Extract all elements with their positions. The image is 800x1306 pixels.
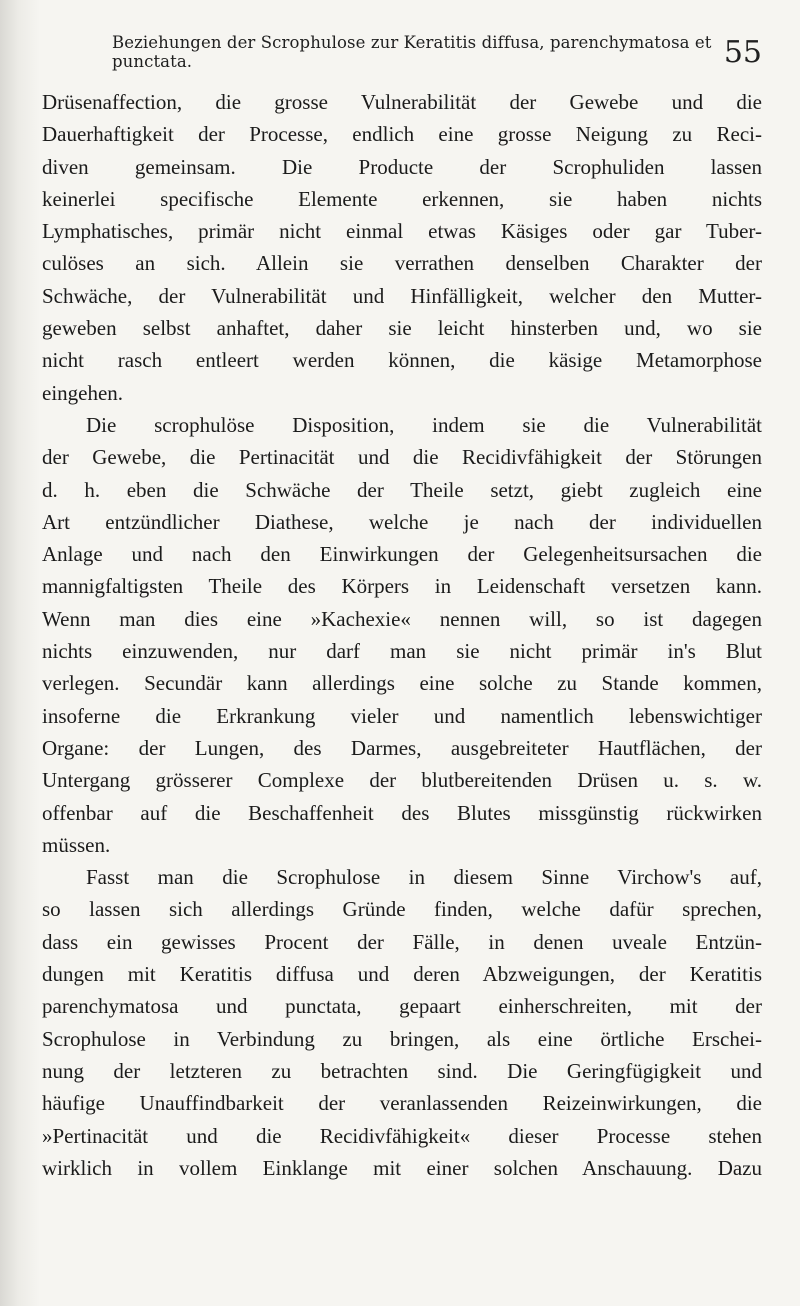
running-title: Beziehungen der Scrophulose zur Keratitis diffusa, parenchymatosa et punctata. (112, 33, 712, 71)
text-line: mannigfaltigsten Theile des Körpers in Leidenschaft versetzen kann. (42, 574, 762, 599)
text-line: Drüsenaffection, die grosse Vulnerabilität der Gewebe und die (42, 90, 762, 114)
text-line: Schwäche, der Vulnerabilität und Hinfälligkeit, welcher den Mutter- (42, 283, 762, 308)
page-gutter-shadow (0, 0, 40, 1306)
page-number: 55 (723, 34, 762, 70)
text-line: nung der letzteren zu betrachten sind. Die Geringfügigkeit und (42, 1058, 762, 1083)
text-line: eingehen. (42, 380, 124, 405)
text-line: dungen mit Keratitis diffusa und deren Abzweigungen, der Keratitis (42, 962, 762, 987)
text-line: diven gemeinsam. Die Producte der Scrophuliden lassen (42, 154, 762, 179)
text-line: Untergang grösserer Complexe der blutbereitenden Drüsen u. s. w. (42, 768, 762, 793)
text-line: wirklich in vollem Einklange mit einer solchen Anschauung. Dazu (42, 1155, 762, 1180)
text-line: Wenn man dies eine »Kachexie« nennen will, so ist dagegen (42, 606, 762, 631)
text-line: nicht rasch entleert werden können, die käsige Metamorphose (42, 348, 762, 373)
text-line: »Pertinacität und die Recidivfähigkeit« dieser Processe stehen (42, 1123, 762, 1148)
paragraph-3 (42, 861, 762, 1184)
text-line: d. h. eben die Schwäche der Theile setzt, giebt zugleich eine (42, 477, 762, 502)
text-line: nichts einzuwenden, nur darf man sie nicht primär in's Blut (42, 639, 762, 664)
text-line: müssen. (42, 832, 111, 857)
text-line: insoferne die Erkrankung vieler und namentlich lebenswichtiger (42, 703, 762, 728)
text-line: Scrophulose in Verbindung zu bringen, als eine örtliche Erschei- (42, 1026, 762, 1051)
text-line: geweben selbst anhaftet, daher sie leicht hinsterben und, wo sie (42, 316, 762, 341)
text-line: Dauerhaftigkeit der Processe, endlich eine grosse Neigung zu Reci- (42, 122, 762, 147)
text-line: culöses an sich. Allein sie verrathen denselben Charakter der (42, 251, 762, 276)
paragraph-1 (42, 86, 762, 409)
text-line: Anlage und nach den Einwirkungen der Gelegenheitsursachen die (42, 542, 762, 567)
text-line: parenchymatosa und punctata, gepaart einherschreiten, mit der (42, 994, 762, 1019)
text-line: häufige Unauffindbarkeit der veranlassenden Reizeinwirkungen, die (42, 1091, 762, 1116)
text-line: Die scrophulöse Disposition, indem sie die Vulnerabilität (86, 412, 762, 437)
text-line: Organe: der Lungen, des Darmes, ausgebreiteter Hautflächen, der (42, 735, 762, 760)
text-line: der Gewebe, die Pertinacität und die Recidivfähigkeit der Störungen (42, 445, 762, 470)
page-header (60, 30, 762, 74)
text-line: verlegen. Secundär kann allerdings eine solche zu Stande kommen, (42, 671, 762, 696)
paragraph-2 (42, 409, 762, 861)
text-line: Lymphatisches, primär nicht einmal etwas Käsiges oder gar Tuber- (42, 219, 762, 244)
text-line: dass ein gewisses Procent der Fälle, in denen uveale Entzün- (42, 929, 762, 954)
text-line: Art entzündlicher Diathese, welche je nach der individuellen (42, 509, 762, 534)
text-line: keinerlei specifische Elemente erkennen, sie haben nichts (42, 186, 762, 211)
text-line: offenbar auf die Beschaffenheit des Blutes missgünstig rückwirken (42, 800, 762, 825)
text-line: so lassen sich allerdings Gründe finden, welche dafür sprechen, (42, 897, 762, 922)
text-line: Fasst man die Scrophulose in diesem Sinne Virchow's auf, (86, 865, 762, 890)
body-text (42, 86, 762, 1184)
